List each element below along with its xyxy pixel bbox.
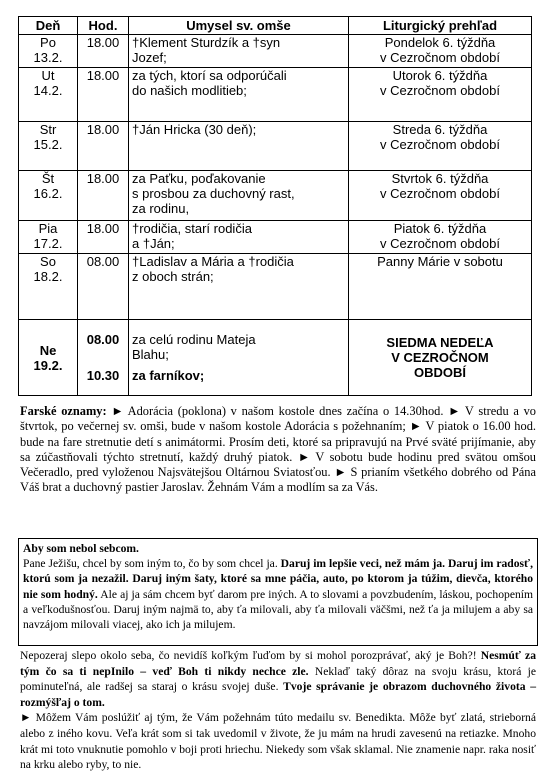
- intention-line: Blahu;: [132, 347, 169, 362]
- day-cell: [19, 254, 78, 320]
- day-cell: [19, 320, 78, 396]
- day-date: 14.2.: [33, 83, 63, 98]
- day-date: 18.2.: [33, 269, 63, 284]
- prayer-title: Aby som nebol sebcom.: [23, 542, 139, 555]
- intention-line: za rodinu,: [132, 201, 190, 216]
- intention-cell: [129, 254, 349, 320]
- intention-line: za tých, ktorí sa odporúčali: [132, 68, 287, 83]
- prayer-box: [18, 538, 538, 646]
- notices-text: ► Adorácia (poklona) v našom kostole dnes začína o 14.30hod. ► V stredu a vo štvrtok, po večernej sv. omši, bude v našom kostole Adorácia s požehnaním; ► V piatok o 16.00 hod. bude na fare stretnutie detí s animátormi. Prosím deti, ktoré sa pripravujú na Prvé sväté prijímanie, aby sa zúčastňovali týchto stretnutí, každý druhý piatok. ► V sobotu bude hodinu pred svätou omšou Večeradlo, pred vyloženou Najsvätejšou Oltárnou Sviatosťou. ► S prianím všetkého dobrého od Pána Váš brat a duchovný pastier Jaroslav. Žehnám Vám a modlím sa za Vás.: [20, 404, 536, 495]
- intention-cell: [129, 35, 349, 68]
- liturgy-line: v Cezročnom období: [380, 236, 500, 251]
- prayer-text: Ale aj ja sám chcem byť darom pre iných. A to slovami a povzbudením, láskou, pochopením a veľkodušnosťou. Daruj iným najmä to, aby ťa milovali, aby ťa milovali väčšmi, než ťa ja milujem a aby sa navzájom milovali viacej, ako ich ja milujem.: [23, 587, 534, 632]
- intention-line: †Ladislav a Mária a †rodičia: [132, 254, 294, 269]
- intention-line: za Paťku, poďakovanie: [132, 171, 266, 186]
- time-first: 08.00: [86, 332, 120, 347]
- schedule-row-wednesday: [19, 122, 532, 171]
- intention-line: a †Ján;: [132, 236, 175, 251]
- header-day: Deň: [19, 17, 78, 35]
- intention-line: †rodičia, starí rodičia: [132, 221, 252, 236]
- liturgy-cell: [349, 320, 532, 396]
- liturgy-line: SIEDMA NEDEĽA: [386, 335, 494, 350]
- liturgy-line: Streda 6. týždňa: [392, 122, 488, 137]
- intention-line: z oboch strán;: [132, 269, 214, 284]
- intention-cell: [129, 68, 349, 122]
- liturgy-cell: [349, 221, 532, 254]
- day-date: 13.2.: [33, 50, 63, 65]
- day-cell: [19, 171, 78, 221]
- schedule-row-friday: [19, 221, 532, 254]
- liturgy-cell: [349, 254, 532, 320]
- liturgy-line: OBDOBÍ: [414, 365, 466, 380]
- day-date: 15.2.: [33, 137, 63, 152]
- day-name: Št: [41, 171, 55, 186]
- intention-cell: [129, 171, 349, 221]
- intention-line: †Ján Hricka (30 deň);: [132, 122, 257, 137]
- day-date: 17.2.: [33, 236, 63, 251]
- day-cell: [19, 35, 78, 68]
- medal-paragraph: ► Môžem Vám poslúžiť aj tým, že Vám požehnám túto medailu sv. Benedikta. Môže byť zlatá, strieborná alebo z iného kovu. Veľa krát som si tak uvedomil v živote, že ju mám na hrudi zavesenú na retiazke. Mnoho krát mi toto vnuknutie pomohlo v boji proti hriechu. Niekedy som však sklamal. Nie znamenie napr. raka nosiť na krku alebo ryby, to nie.: [20, 711, 536, 772]
- day-cell: [19, 122, 78, 171]
- liturgy-cell: [349, 171, 532, 221]
- intention-line: †Klement Sturdzík a †syn: [132, 35, 281, 50]
- schedule-row-thursday: [19, 171, 532, 221]
- time-second: 10.30: [86, 368, 120, 383]
- intention-cell: [129, 221, 349, 254]
- header-liturgy: Liturgický prehľad: [349, 17, 532, 35]
- intention-line: do našich modlitieb;: [132, 83, 247, 98]
- intention-cell: [129, 122, 349, 171]
- schedule-row-sunday: [19, 320, 532, 396]
- day-date: 19.2.: [33, 357, 63, 373]
- schedule-row-monday: [19, 35, 532, 68]
- time-cell: 08.00: [78, 254, 129, 320]
- day-cell: [19, 68, 78, 122]
- header-time: Hod.: [78, 17, 129, 35]
- notices-label: Farské oznamy:: [20, 404, 107, 418]
- time-cell: 18.00: [78, 35, 129, 68]
- reflection-sentence-bold: Nesmúť za tým čo sa ti nepInilo – veď Boh ti nikdy nechce zle.: [20, 649, 536, 678]
- liturgy-line: v Cezročnom období: [380, 186, 500, 201]
- day-name: Str: [39, 122, 57, 137]
- time-cell: 18.00: [78, 221, 129, 254]
- liturgy-line: Piatok 6. týždňa: [393, 221, 487, 236]
- schedule-header-row: [19, 17, 532, 35]
- intention-cell: [129, 320, 349, 396]
- day-name: Pia: [38, 221, 58, 236]
- intention-line: Jozef;: [132, 50, 167, 65]
- liturgy-line: v Cezročnom období: [380, 137, 500, 152]
- liturgy-line: v Cezročnom období: [380, 83, 500, 98]
- intention-line: s prosbou za duchovný rast,: [132, 186, 295, 201]
- day-name: Ne: [39, 342, 57, 358]
- schedule-row-saturday: [19, 254, 532, 320]
- day-date: 16.2.: [33, 186, 63, 201]
- prayer-text-bold: Daruj im lepšie veci, než mám ja. Daruj im radosť, ktorú som ja nezažil. Daruj iným šaty, ktoré sa mne páčia, auto, po ktorom ja túžim, dievča, ktorého nie som hodný.: [23, 557, 533, 601]
- liturgy-cell: [349, 68, 532, 122]
- day-name: Po: [40, 35, 56, 50]
- time-cell: [78, 320, 129, 396]
- parish-notices: [20, 404, 536, 496]
- time-cell: 18.00: [78, 171, 129, 221]
- reflection-sentence: Nepozeraj slepo okolo seba, čo nevidíš koľkým ľuďom by si mohol porozprávať, aký je Boh?!: [20, 649, 481, 662]
- liturgy-line: Utorok 6. týždňa: [392, 68, 488, 83]
- mass-schedule-table: [18, 16, 532, 396]
- reflection-paragraph: [20, 648, 536, 710]
- schedule-row-tuesday: [19, 68, 532, 122]
- liturgy-cell: [349, 35, 532, 68]
- reflection-text: [20, 648, 536, 773]
- intention-line: za farníkov;: [132, 368, 205, 383]
- day-name: So: [40, 254, 56, 269]
- reflection-sentence-bold: Tvoje správanie je obrazom duchovného života – rozmýšľaj o tom.: [20, 680, 536, 709]
- prayer-text: Pane Ježišu, chcel by som iným to, čo by som chcel ja.: [23, 557, 281, 571]
- liturgy-line: Stvrtok 6. týždňa: [391, 171, 489, 186]
- day-name: Ut: [41, 68, 55, 83]
- header-intention: Umysel sv. omše: [129, 17, 349, 35]
- liturgy-line: V CEZROČNOM: [391, 350, 489, 365]
- intention-line: za celú rodinu Mateja: [132, 332, 256, 347]
- reflection-sentence: Neklaď taký dôraz na svoju krásu, ktorá je pominuteľná, ale radšej sa staraj o krásu svojej duše.: [20, 664, 537, 694]
- day-cell: [19, 221, 78, 254]
- liturgy-cell: [349, 122, 532, 171]
- time-cell: 18.00: [78, 122, 129, 171]
- time-cell: 18.00: [78, 68, 129, 122]
- liturgy-line: v Cezročnom období: [380, 50, 500, 65]
- liturgy-line: Panny Márie v sobotu: [377, 254, 503, 269]
- liturgy-line: Pondelok 6. týždňa: [384, 35, 496, 50]
